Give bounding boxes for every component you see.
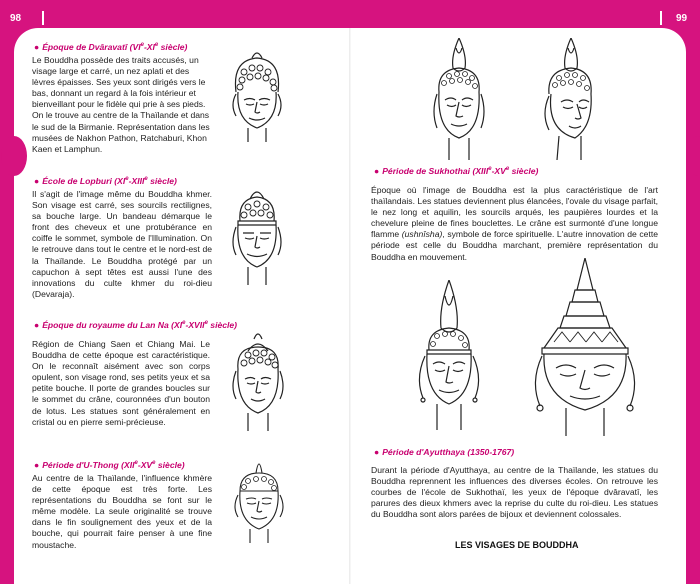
ayutthaya-heading: ● Période d'Ayutthaya (1350-1767) <box>374 447 515 457</box>
ayutthaya-text: Durant la période d'Ayutthaya, au centre de la Thaïlande, les statues du Bouddha reprennent les influences des diverses écoles. On retrouve les courbes de l'école de Sukhothaï, les yeux de l'époque dvâravatî, les parures des dieux khmers avec la reprise du culte du roi-dieu. Les statues du Bouddha sont alors parées de bijoux et deviennent colossales. <box>371 465 658 520</box>
bullet-icon: ● <box>374 166 380 176</box>
right-edge-notch <box>686 136 700 176</box>
dvaravati-heading: ● Époque de Dvâravatî (VIe-XIe siècle) <box>34 42 188 52</box>
left-edge-notch <box>1 136 27 176</box>
bullet-icon: ● <box>34 176 40 186</box>
lopburi-buddha-head <box>222 185 292 290</box>
uthong-heading: ● Période d'U-Thong (XIIe-XVe siècle) <box>34 460 185 470</box>
ayutthaya-buddha-head-crowned <box>530 258 640 438</box>
left-page-tick <box>42 11 44 25</box>
lanna-text: Région de Chiang Saen et Chiang Mai. Le Bouddha de cette époque est caractéristique. On le reconnaît aisément avec son corps opulent, son visage rond, ses petits yeux et sa petite bouche. Il porte de grandes boucles sur le sommet du crâne, couronnées d'un bouton de lotus. Les statues sont généralement en cristal ou en pierre semi-précieuse. <box>32 339 210 427</box>
bullet-icon: ● <box>374 447 380 457</box>
right-page-tick <box>660 11 662 25</box>
dvaravati-text: Le Bouddha possède des traits accusés, un visage large et carré, un nez aplati et des lèvres épaisses. Ses yeux sont dirigés vers le bas, donnant un regard à la fois intérieur et bienveillant pour le fidèle qui prie à ses pieds. On le trouve au centre de la Thaïlande et dans le sud de la Birmanie. Représentation dans les musées de Nakhon Pathon, Ratchaburi, Khon Kaen et Lamphun. <box>32 55 210 154</box>
sukhothai-heading: ● Période de Sukhothai (XIIIe-XVe siècle) <box>374 166 539 176</box>
bullet-icon: ● <box>34 42 40 52</box>
uthong-text: Au centre de la Thaïlande, l'influence khmère de cette époque est très forte. Les représentations du Bouddha se font sur le même modèle. La seule originalité se trouve dans le fin soulignement des yeux et de la bouche, qui pourrait faire penser à une fine moustache. <box>32 473 212 550</box>
dvaravati-buddha-head <box>222 50 292 145</box>
uthong-buddha-head <box>226 455 292 545</box>
left-page-number: 98 <box>10 13 22 24</box>
ayutthaya-buddha-head-flame <box>405 280 493 435</box>
page-caption: LES VISAGES DE BOUDDHA <box>455 540 579 550</box>
lopburi-text: Il s'agit de l'image même du Bouddha khmer. Son visage est carré, ses sourcils rectilignes, sa bouche large. Un bandeau démarque le front des cheveux et une protubérance en coiffe le sommet, symbole de l'Illumination. On le retrouve dans tout le centre et le nord-est de la Thaïlande. Le Bouddha protégé par un capuchon à sept têtes est aussi l'une des innovations du culte khmer du roi-dieu (Devaraja). <box>32 189 212 299</box>
lanna-heading: ● Époque du royaume du Lan Na (XIe-XVIIe siècle) <box>34 320 238 330</box>
lanna-buddha-head <box>224 325 292 435</box>
lopburi-heading: ● École de Lopburi (XIe-XIIIe siècle) <box>34 176 177 186</box>
right-page-number: 99 <box>676 13 688 24</box>
sukhothai-buddha-head-profile <box>535 38 605 163</box>
sukhothai-text: Époque où l'image de Bouddha est la plus caractéristique de l'art thaïlandais. Les statues deviennent plus élancées, l'ovale du visage parfait, le nez long et aquilin, les sourcils arqués, les paupières lourdes et la chevelure pleine de fines bouclettes. Le crâne est surmonté d'une longue flamme (ushnîsha), symbole de force spirituelle. L'autre innovation de cette période est celle du Bouddha marchant, première représentation du Bouddha en mouvement. <box>371 185 659 262</box>
sukhothai-buddha-head-front <box>425 38 493 163</box>
page-fold <box>349 28 351 584</box>
bullet-icon: ● <box>34 460 40 470</box>
bullet-icon: ● <box>34 320 40 330</box>
